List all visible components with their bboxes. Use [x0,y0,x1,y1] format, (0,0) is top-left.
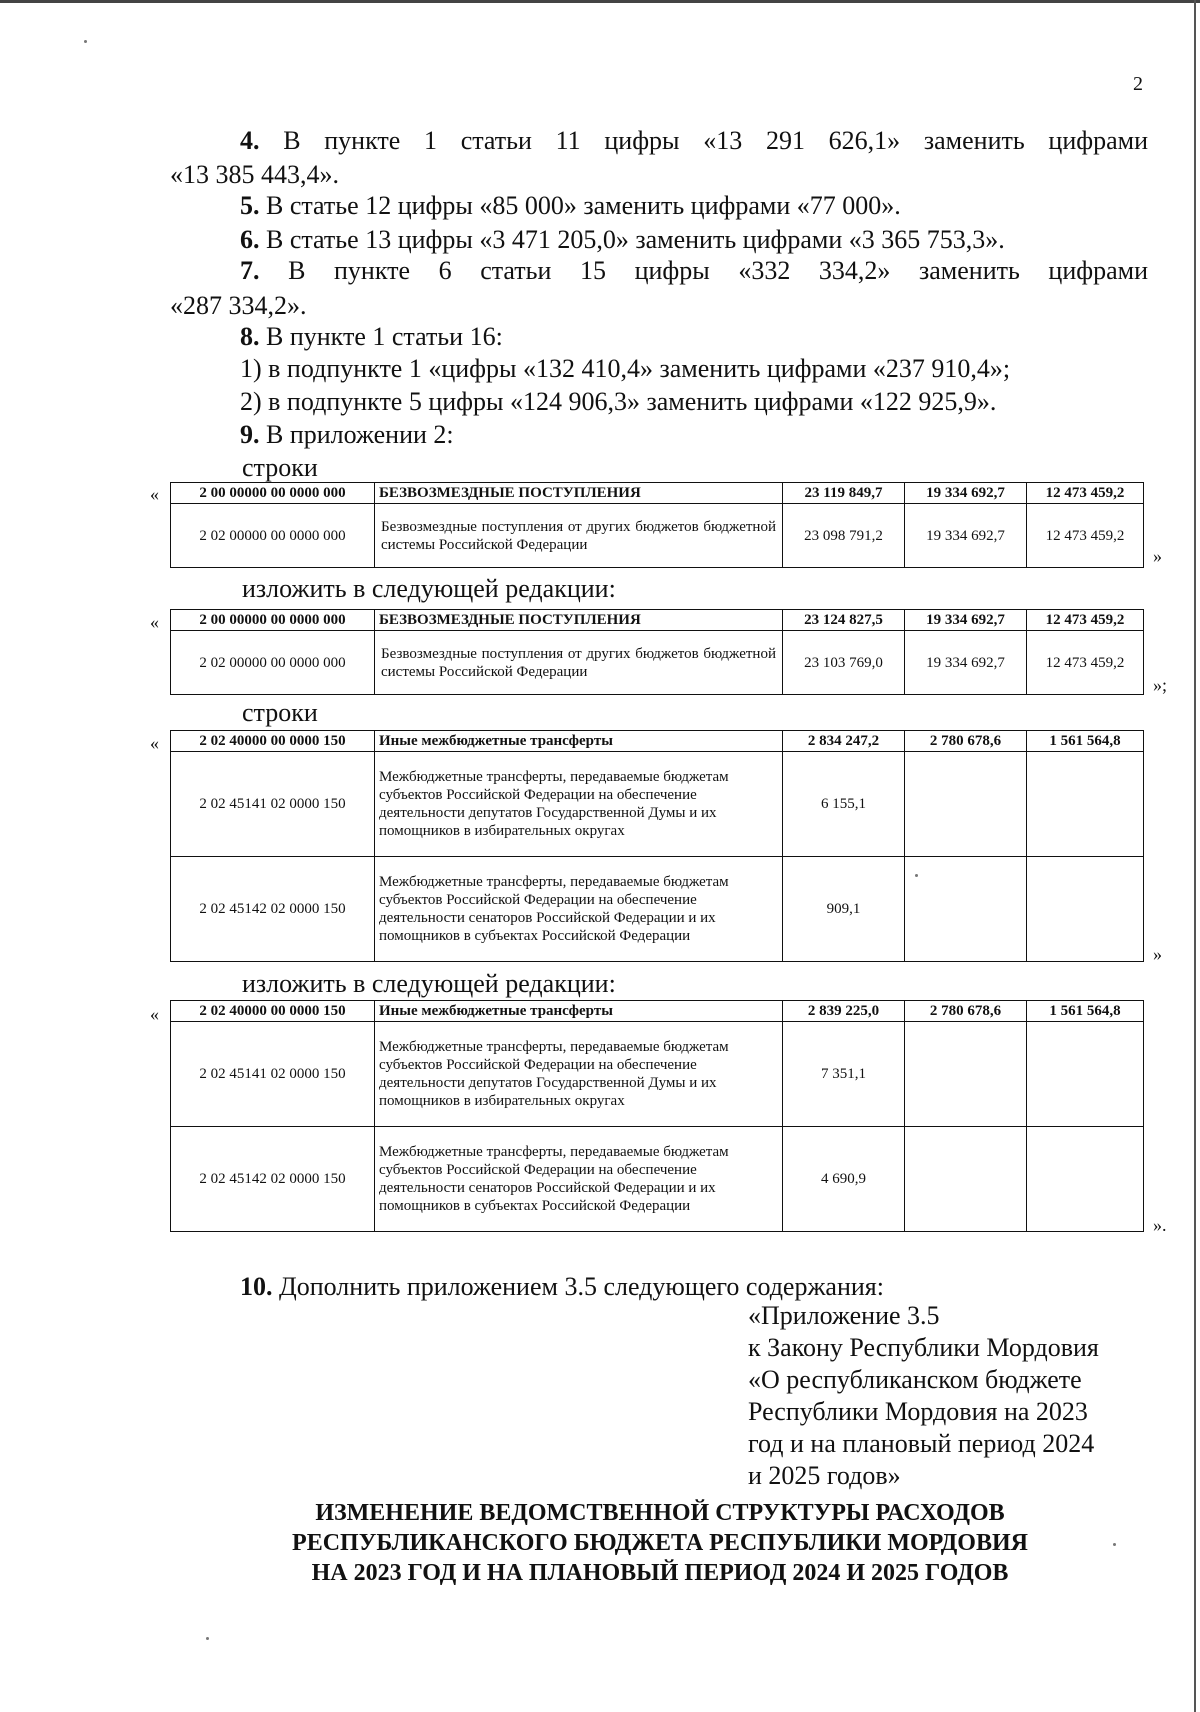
annex-line: «О республиканском бюджете [748,1365,1082,1394]
title-line: РЕСПУБЛИКАНСКОГО БЮДЖЕТА РЕСПУБЛИКИ МОРДОВИЯ [292,1530,1028,1556]
item8-sub1: 1) в подпункте 1 «цифры «132 410,4» заменить цифрами «237 910,4»; [240,354,1011,383]
cell-2025 [1027,1022,1144,1127]
scan-speck [1113,1543,1116,1546]
quote-open-3: « [150,733,159,753]
cell-2023: 7 351,1 [783,1022,905,1127]
item8-number: 8. [240,322,260,351]
cell-2024: 2 780 678,6 [905,1001,1027,1022]
cell-code: 2 02 45142 02 0000 150 [171,857,375,962]
annex-line: год и на плановый период 2024 [748,1429,1095,1458]
scan-top-border [0,0,1200,3]
item4-line2: «13 385 443,4». [170,160,339,189]
item5 [240,189,901,223]
cell-2023: 4 690,9 [783,1127,905,1232]
cell-2025: 1 561 564,8 [1027,731,1144,752]
item6-number: 6. [240,225,260,254]
label-rows-1: строки [242,453,318,482]
table-new-transfers [170,1000,1144,1232]
item7-line2: «287 334,2». [170,291,307,320]
item4-text: В пункте 1 статьи 11 цифры «13 291 626,1» заменить цифрами [283,126,1149,155]
annex-line: «Приложение 3.5 [748,1301,940,1330]
table-row [171,1022,1144,1127]
table-row [171,631,1144,695]
annex-reference [748,1300,1128,1492]
cell-2024: 19 334 692,7 [905,483,1027,504]
table-row [171,857,1144,962]
item7-text: В пункте 6 статьи 15 цифры «332 334,2» заменить цифрами [288,256,1148,285]
cell-2023: 2 839 225,0 [783,1001,905,1022]
quote-close-3: » [1153,944,1162,964]
cell-name: Безвозмездные поступления от других бюджетов бюджетной системы Российской Федерации [375,504,783,568]
document-title [170,1498,1150,1588]
cell-2025 [1027,752,1144,857]
cell-2023: 909,1 [783,857,905,962]
cell-2024 [905,752,1027,857]
annex-line: и 2025 годов» [748,1461,901,1490]
cell-name: БЕЗВОЗМЕЗДНЫЕ ПОСТУПЛЕНИЯ [375,483,783,504]
cell-code: 2 02 00000 00 0000 000 [171,504,375,568]
scan-speck [84,40,87,43]
label-replace-1: изложить в следующей редакции: [242,574,616,603]
cell-name: Межбюджетные трансферты, передаваемые бюджетам субъектов Российской Федерации на обеспечение деятельности сенаторов Российской Федерации и их помощников в субъектах Российской Федерации [375,1127,783,1232]
table-row [171,1001,1144,1022]
cell-2024: 2 780 678,6 [905,731,1027,752]
label-rows-2: строки [242,698,318,727]
page-number: 2 [1133,73,1143,95]
cell-code: 2 00 00000 00 0000 000 [171,610,375,631]
quote-open-2: « [150,612,159,632]
cell-name: Межбюджетные трансферты, передаваемые бюджетам субъектов Российской Федерации на обеспечение деятельности депутатов Государственной Думы и их помощников в избирательных округах [375,752,783,857]
cell-name: Межбюджетные трансферты, передаваемые бюджетам субъектов Российской Федерации на обеспечение деятельности сенаторов Российской Федерации и их помощников в субъектах Российской Федерации [375,857,783,962]
table-row [171,610,1144,631]
cell-2024 [905,1127,1027,1232]
item7-number: 7. [240,256,260,285]
cell-code: 2 02 00000 00 0000 000 [171,631,375,695]
quote-close-1: » [1153,546,1162,566]
cell-2023: 6 155,1 [783,752,905,857]
quote-close-4: ». [1153,1215,1167,1235]
title-line: НА 2023 ГОД И НА ПЛАНОВЫЙ ПЕРИОД 2024 И 2025 ГОДОВ [311,1560,1009,1586]
item6 [240,223,1005,257]
item4-line1 [240,124,1148,158]
scan-speck [915,874,918,877]
cell-2023: 2 834 247,2 [783,731,905,752]
cell-code: 2 02 45141 02 0000 150 [171,1022,375,1127]
cell-name: БЕЗВОЗМЕЗДНЫЕ ПОСТУПЛЕНИЯ [375,610,783,631]
table-original-transfers [170,730,1144,962]
table-row [171,731,1144,752]
quote-open-4: « [150,1004,159,1024]
table-row [171,504,1144,568]
cell-2023: 23 103 769,0 [783,631,905,695]
cell-code: 2 02 45142 02 0000 150 [171,1127,375,1232]
title-line: ИЗМЕНЕНИЕ ВЕДОМСТВЕННОЙ СТРУКТУРЫ РАСХОДОВ [315,1500,1005,1526]
item7-line1 [240,254,1148,288]
annex-line: Республики Мордовия на 2023 [748,1397,1088,1426]
item5-number: 5. [240,191,260,220]
table-row [171,483,1144,504]
item9 [240,418,454,452]
cell-2025: 12 473 459,2 [1027,610,1144,631]
table-row [171,752,1144,857]
quote-open-1: « [150,484,159,504]
item10-text: Дополнить приложением 3.5 следующего содержания: [279,1272,884,1301]
scan-right-border [1194,0,1196,1712]
item8-sub2: 2) в подпункте 5 цифры «124 906,3» заменить цифрами «122 925,9». [240,387,997,416]
cell-2023: 23 124 827,5 [783,610,905,631]
cell-2023: 23 098 791,2 [783,504,905,568]
item4-number: 4. [240,126,260,155]
cell-2024: 19 334 692,7 [905,504,1027,568]
quote-close-2: »; [1153,675,1168,695]
cell-2025: 12 473 459,2 [1027,504,1144,568]
cell-code: 2 02 45141 02 0000 150 [171,752,375,857]
item8 [240,320,503,354]
cell-name: Межбюджетные трансферты, передаваемые бюджетам субъектов Российской Федерации на обеспечение деятельности депутатов Государственной Думы и их помощников в избирательных округах [375,1022,783,1127]
item10 [240,1270,884,1304]
cell-2023: 23 119 849,7 [783,483,905,504]
cell-name: Безвозмездные поступления от других бюджетов бюджетной системы Российской Федерации [375,631,783,695]
table-row [171,1127,1144,1232]
cell-2024: 19 334 692,7 [905,610,1027,631]
cell-2024 [905,857,1027,962]
cell-2024: 19 334 692,7 [905,631,1027,695]
cell-2025: 12 473 459,2 [1027,483,1144,504]
scan-speck [206,1637,209,1640]
item6-text: В статье 13 цифры «3 471 205,0» заменить цифрами «3 365 753,3». [266,225,1005,254]
table-original-grants [170,482,1144,568]
item9-number: 9. [240,420,260,449]
cell-2025 [1027,857,1144,962]
cell-2025: 1 561 564,8 [1027,1001,1144,1022]
cell-code: 2 00 00000 00 0000 000 [171,483,375,504]
item8-text: В пункте 1 статьи 16: [266,322,503,351]
label-replace-2: изложить в следующей редакции: [242,969,616,998]
item10-number: 10. [240,1272,273,1301]
cell-code: 2 02 40000 00 0000 150 [171,731,375,752]
cell-2024 [905,1022,1027,1127]
item9-text: В приложении 2: [266,420,454,449]
item5-text: В статье 12 цифры «85 000» заменить цифрами «77 000». [266,191,901,220]
cell-code: 2 02 40000 00 0000 150 [171,1001,375,1022]
cell-name: Иные межбюджетные трансферты [375,731,783,752]
table-new-grants [170,609,1144,695]
annex-line: к Закону Республики Мордовия [748,1333,1099,1362]
cell-2025: 12 473 459,2 [1027,631,1144,695]
cell-name: Иные межбюджетные трансферты [375,1001,783,1022]
cell-2025 [1027,1127,1144,1232]
